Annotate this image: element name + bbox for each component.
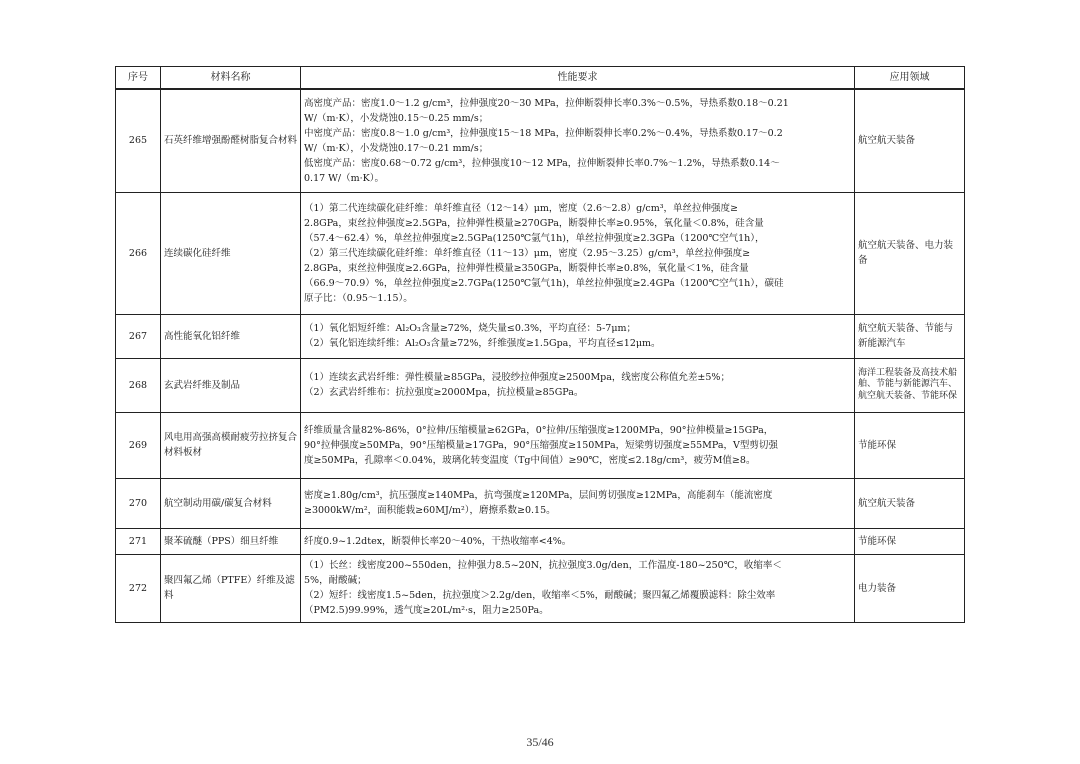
row-seq: 267 bbox=[116, 314, 161, 358]
performance-line: 2.8GPa，束丝拉伸强度≥2.5GPa，拉伸弹性模量≥270GPa，断裂伸长率≥0.95%，氧化量＜0.8%，硅含量 bbox=[304, 217, 764, 229]
page-number: 35/46 bbox=[526, 735, 554, 749]
row-seq: 265 bbox=[116, 89, 161, 192]
row-material-name: 聚苯硫醚（PPS）细旦纤维 bbox=[161, 528, 301, 554]
performance-line: 2.8GPa，束丝拉伸强度≥2.6GPa，拉伸弹性模量≥350GPa，断裂伸长率≥0.8%，氧化量＜1%，硅含量 bbox=[304, 262, 749, 274]
table-row bbox=[116, 314, 965, 358]
row-material-name: 连续碳化硅纤维 bbox=[161, 192, 301, 314]
row-seq: 266 bbox=[116, 192, 161, 314]
row-performance bbox=[301, 554, 855, 622]
row-application-field: 节能环保 bbox=[855, 412, 965, 478]
performance-line: （2）短纤：线密度1.5~5den，抗拉强度＞2.2g/den，收缩率＜5%，耐酸碱；聚四氟乙烯覆膜滤料：除尘效率 bbox=[304, 590, 776, 601]
header-application-field: 应用领域 bbox=[855, 67, 965, 90]
row-performance bbox=[301, 314, 855, 358]
table-row bbox=[116, 412, 965, 478]
performance-line: 0.17 W/（m·K）。 bbox=[304, 172, 385, 184]
performance-line: （2）第三代连续碳化硅纤维：单纤维直径（11～13）μm，密度（2.95～3.25）g/cm³，单丝拉伸强度≥ bbox=[304, 247, 751, 259]
row-performance bbox=[301, 412, 855, 478]
row-seq: 268 bbox=[116, 358, 161, 412]
performance-line: （1）第二代连续碳化硅纤维：单纤维直径（12～14）μm，密度（2.6～2.8）g/cm³，单丝拉伸强度≥ bbox=[304, 202, 738, 214]
performance-line: （1）长丝：线密度200~550den，拉伸强力8.5~20N，抗拉强度3.0g/den，工作温度-180~250℃，收缩率＜ bbox=[304, 560, 782, 571]
row-application-field: 电力装备 bbox=[855, 554, 965, 622]
table-row bbox=[116, 554, 965, 622]
performance-line: 高密度产品：密度1.0～1.2 g/cm³，拉伸强度20～30 MPa，拉伸断裂伸长率0.3%～0.5%，导热系数0.18～0.21 bbox=[304, 97, 789, 109]
row-application-field: 海洋工程装备及高技术船舶、节能与新能源汽车、航空航天装备、节能环保 bbox=[855, 358, 965, 412]
row-material-name: 石英纤维增强酚醛树脂复合材料 bbox=[161, 89, 301, 192]
performance-line: 低密度产品：密度0.68～0.72 g/cm³，拉伸强度10～12 MPa，拉伸断裂伸长率0.7%～1.2%，导热系数0.14～ bbox=[304, 157, 780, 169]
row-performance bbox=[301, 478, 855, 528]
performance-line: 纤度0.9~1.2dtex，断裂伸长率20～40%，干热收缩率<4%。 bbox=[304, 535, 572, 547]
row-application-field: 航空航天装备、节能与新能源汽车 bbox=[855, 314, 965, 358]
row-material-name: 风电用高强高模耐疲劳拉挤复合材料板材 bbox=[161, 412, 301, 478]
row-material-name: 玄武岩纤维及制品 bbox=[161, 358, 301, 412]
performance-line: （PM2.5)99.99%，透气度≥20L/m²·s，阻力≥250Pa。 bbox=[304, 605, 549, 616]
row-seq: 271 bbox=[116, 528, 161, 554]
table-row bbox=[116, 478, 965, 528]
row-material-name: 聚四氟乙烯（PTFE）纤维及滤料 bbox=[161, 554, 301, 622]
performance-line: （2）玄武岩纤维布：抗拉强度≥2000Mpa，抗拉模量≥85GPa。 bbox=[304, 387, 584, 398]
performance-line: W/（m·K），小发烧蚀0.15～0.25 mm/s； bbox=[304, 112, 489, 124]
performance-line: （2）氧化铝连续纤维：Al₂O₃含量≥72%，纤维强度≥1.5Gpa，平均直径≤12μm。 bbox=[304, 338, 661, 349]
table-header-row bbox=[116, 67, 965, 90]
row-application-field: 航空航天装备、电力装备 bbox=[855, 192, 965, 314]
performance-line: （57.4～62.4）%，单丝拉伸强度≥2.5GPa(1250℃氩气1h)，单丝拉伸强度≥2.3GPa（1200℃空气1h）， bbox=[304, 232, 765, 244]
performance-line: 密度≥1.80g/cm³，抗压强度≥140MPa，抗弯强度≥120MPa，层间剪切强度≥12MPa，高能刹车（能流密度 bbox=[304, 490, 773, 501]
performance-line: 90°拉伸强度≥50MPa，90°压缩模量≥17GPa，90°压缩强度≥150MPa，短梁剪切强度≥55MPa，V型剪切强 bbox=[304, 439, 778, 451]
performance-line: （1）氧化铝短纤维：Al₂O₃含量≥72%，烧失量≤0.3%，平均直径：5-7μm； bbox=[304, 323, 636, 334]
performance-line: （1）连续玄武岩纤维：弹性模量≥85GPa，浸胶纱拉伸强度≥2500Mpa，线密度公称值允差±5%； bbox=[304, 372, 730, 383]
performance-line: 纤维质量含量82%-86%，0°拉伸/压缩模量≥62GPa，0°拉伸/压缩强度≥1200MPa，90°拉伸模量≥15GPa， bbox=[304, 424, 774, 436]
row-performance bbox=[301, 528, 855, 554]
row-performance bbox=[301, 89, 855, 192]
performance-line: W/（m·K），小发烧蚀0.17～0.21 mm/s； bbox=[304, 142, 489, 154]
performance-line: ≥3000kW/m²，面积能载≥60MJ/m²），磨擦系数≥0.15。 bbox=[304, 505, 556, 516]
row-application-field: 航空航天装备 bbox=[855, 478, 965, 528]
table-row bbox=[116, 89, 965, 192]
row-material-name: 航空制动用碳/碳复合材料 bbox=[161, 478, 301, 528]
row-performance bbox=[301, 192, 855, 314]
row-seq: 272 bbox=[116, 554, 161, 622]
table-row bbox=[116, 528, 965, 554]
performance-line: 度≥50MPa，孔隙率＜0.04%，玻璃化转变温度（Tg中间值）≥90℃，密度≤2.18g/cm³，疲劳M值≥8。 bbox=[304, 454, 756, 466]
row-seq: 270 bbox=[116, 478, 161, 528]
row-application-field: 节能环保 bbox=[855, 528, 965, 554]
performance-line: 中密度产品：密度0.8～1.0 g/cm³，拉伸强度15～18 MPa，拉伸断裂伸长率0.2%～0.4%，导热系数0.17～0.2 bbox=[304, 127, 783, 139]
table-row bbox=[116, 192, 965, 314]
table-row bbox=[116, 358, 965, 412]
row-seq: 269 bbox=[116, 412, 161, 478]
row-performance bbox=[301, 358, 855, 412]
header-performance: 性能要求 bbox=[301, 67, 855, 90]
row-application-field: 航空航天装备 bbox=[855, 89, 965, 192]
table-body bbox=[116, 89, 965, 622]
performance-line: 5%，耐酸碱； bbox=[304, 575, 367, 586]
performance-line: 原子比：（0.95～1.15）。 bbox=[304, 292, 413, 304]
performance-line: （66.9～70.9）%，单丝拉伸强度≥2.7GPa(1250℃氩气1h)，单丝拉伸强度≥2.4GPa（1200℃空气1h），碳硅 bbox=[304, 277, 784, 289]
row-material-name: 高性能氧化铝纤维 bbox=[161, 314, 301, 358]
header-seq: 序号 bbox=[116, 67, 161, 90]
header-material-name: 材料名称 bbox=[161, 67, 301, 90]
spec-table bbox=[115, 66, 965, 623]
